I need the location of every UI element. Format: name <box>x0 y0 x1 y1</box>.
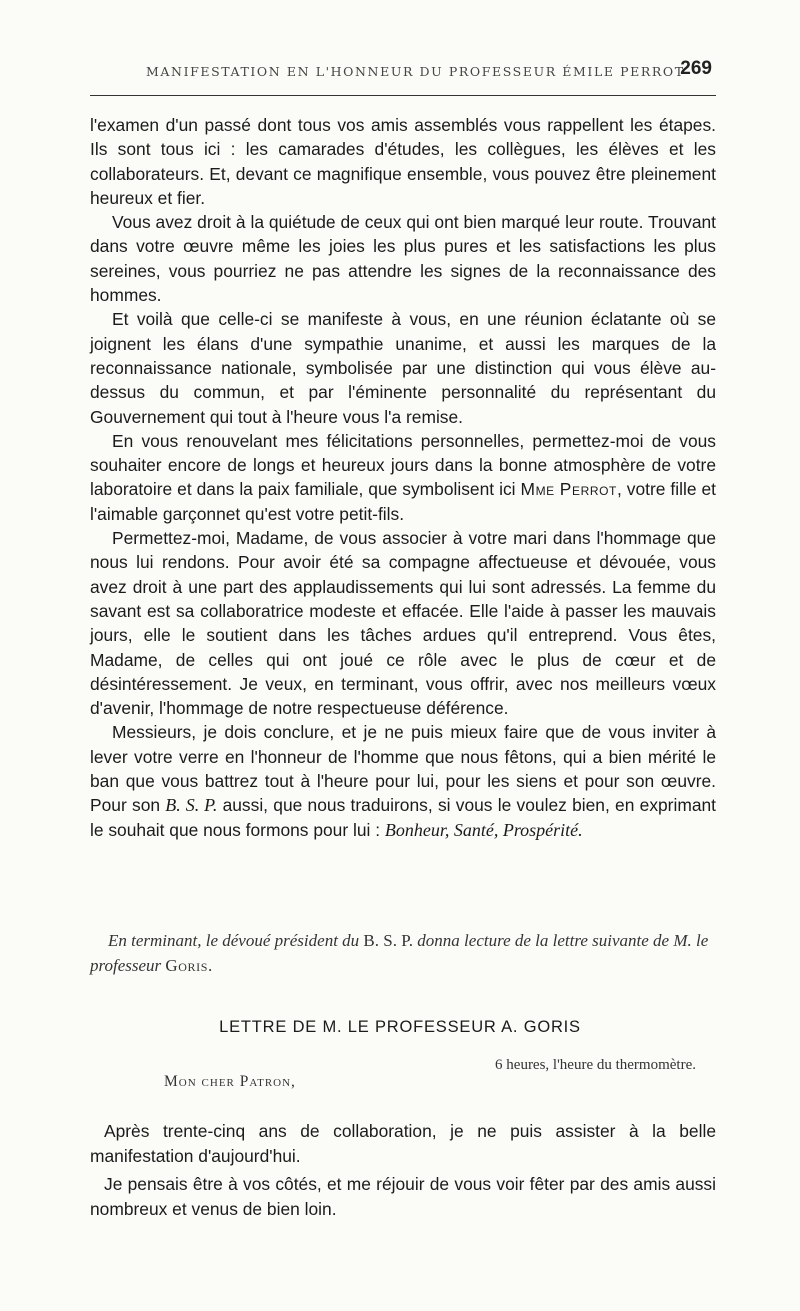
running-head <box>90 56 716 96</box>
paragraph: Vous avez droit à la quiétude de ceux qui ont bien marqué leur route. Trouvant dans votre œuvre même les joies les plus pures et les satisfactions les plus sereines, vous pourriez ne pas attendre les signes de la reconnaissance des hommes. <box>90 212 716 306</box>
salutation: Mon cher Patron, <box>164 1073 296 1090</box>
paragraph: l'examen d'un passé dont tous vos amis assemblés vous rappellent les étapes. Ils sont tous ici : les camarades d'études, les collègues, les élèves et les collaborateurs. Et, devant ce magnifique ensemble, vous pouvez être pleinement heureux et fier. <box>90 115 716 208</box>
paragraph <box>90 429 716 526</box>
letter-body <box>90 1119 716 1225</box>
speech-text <box>90 113 716 842</box>
text-run: donna lecture de la lettre suivante de M. le professeur <box>90 931 709 975</box>
paragraph: Après trente-cinq ans de collaboration, je ne puis assister à la belle manifestation d'aujourd'hui. <box>90 1121 716 1166</box>
text-run: En vous renouvelant mes félicitations personnelles, permettez-moi de vous souhaiter encore de longs et heureux jours dans la bonne atmosphère de votre laboratoire et dans la paix familiale, que symbolisent ici <box>90 430 716 500</box>
running-title: MANIFESTATION EN L'HONNEUR DU PROFESSEUR ÉMILE PERROT <box>146 64 685 79</box>
paragraph: Je pensais être à vos côtés, et me réjouir de vous voir fêter par des amis aussi nombreux et venus de bien loin. <box>90 1174 716 1219</box>
paragraph: Et voilà que celle-ci se manifeste à vous, en une réunion éclatante où se joignent les élans d'une sympathie unanime, et aussi les marques de la reconnaissance nationale, symbolisée par une distinction qui vous élève au-dessus du commun, et par l'éminente personnalité du représentant du Gouvernement qui tout à l'heure vous l'a remise. <box>90 309 716 427</box>
page-number: 269 <box>680 58 712 79</box>
header-rule <box>90 95 716 96</box>
letter-time: 6 heures, l'heure du thermomètre. <box>495 1057 696 1073</box>
society-abbrev: B. S. P. <box>165 795 218 816</box>
letter-title: LETTRE DE M. LE PROFESSEUR A. GORIS <box>219 1018 581 1036</box>
text-run: En terminant, le dévoué président du <box>108 931 364 950</box>
text-run: aussi, que nous traduirons, si vous le voulez bien, en exprimant le souhait que nous formons pour lui : <box>90 795 717 840</box>
person-name: Perrot <box>559 479 617 500</box>
paragraph: Permettez-moi, Madame, de vous associer à votre mari dans l'hommage que nous lui rendons. Pour avoir été sa compagne affectueuse et dévouée, vous avez droit à une part des applaudissements qui lui sont adressés. La femme du savant est sa collaboratrice modeste et effacée. Elle l'aide à passer les mauvais jours, elle le soutient dans les tâches ardues qu'il entreprend. Vous êtes, Madame, de celles qui ont joué ce rôle avec le plus de cœur et de désintéressement. Je veux, en terminant, vous offrir, avec nos meilleurs vœux d'avenir, l'hommage de notre respectueuse déférence. <box>90 528 716 719</box>
narration <box>90 928 716 978</box>
text-run: , votre fille et l'aimable garçonnet qu'est votre petit-fils. <box>90 479 717 524</box>
text-run: Messieurs, je dois conclure, et je ne puis mieux faire que de vous inviter à lever votre verre en l'honneur de l'homme que nous fêtons, qui a bien mérité le ban que vous battrez tout à l'heure pour lui, pour les siens et pour son œuvre. Pour son <box>90 722 716 816</box>
toast: Bonheur, Santé, Prospérité. <box>384 819 583 840</box>
person-name: Goris. <box>165 956 213 975</box>
society-abbrev: B. S. P. <box>363 931 414 950</box>
honorific: Mme <box>520 479 555 500</box>
paragraph <box>90 720 716 841</box>
